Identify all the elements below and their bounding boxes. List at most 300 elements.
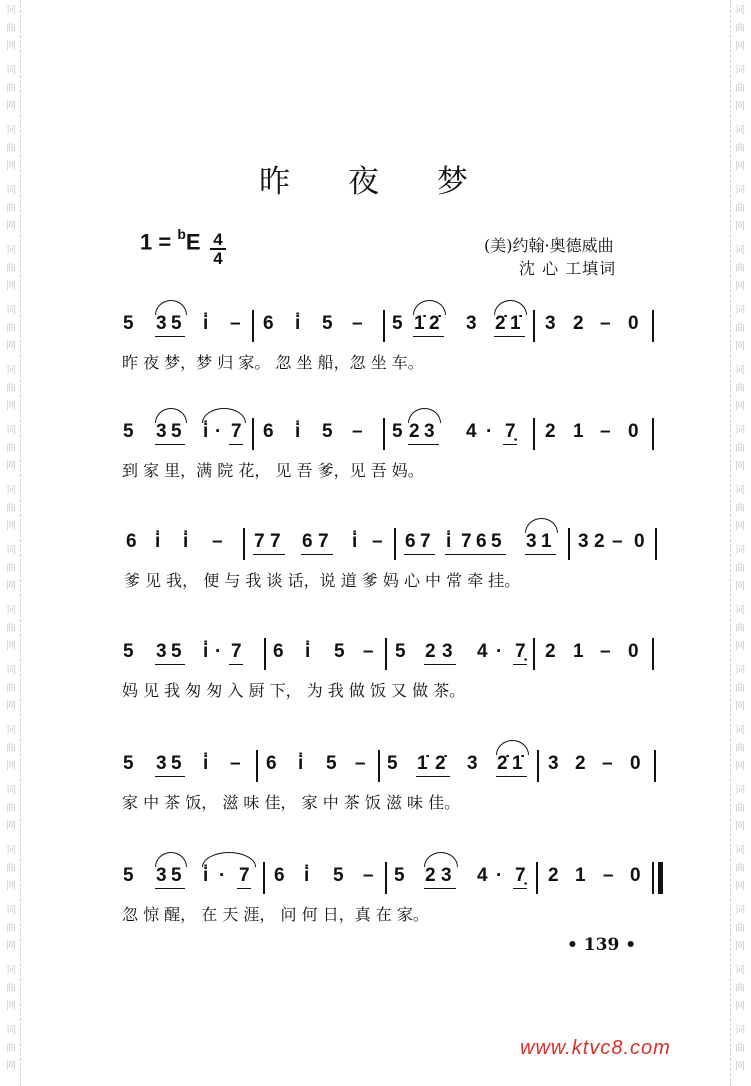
watermark-glyph: 词: [6, 665, 16, 676]
note: –: [230, 753, 241, 774]
watermark-glyph: 网: [6, 341, 16, 352]
watermark-glyph: 网: [6, 1001, 16, 1012]
watermark-glyph: 词: [735, 905, 745, 916]
slur: [155, 852, 187, 867]
watermark-glyph: 曲: [6, 863, 16, 874]
watermark-glyph: 网: [6, 401, 16, 412]
barline: [385, 862, 387, 894]
margin-watermark-group: [3, 2, 19, 56]
note: –: [355, 753, 366, 774]
watermark-glyph: 网: [735, 401, 745, 412]
underline-beam: [155, 664, 185, 665]
underline-beam: [408, 444, 439, 445]
slur: [155, 408, 187, 423]
watermark-glyph: 网: [735, 161, 745, 172]
note: 5: [123, 865, 134, 886]
note: ·: [486, 421, 493, 442]
note: i̇: [305, 641, 311, 662]
note: 2: [594, 531, 605, 552]
time-signature: [208, 231, 228, 267]
final-barline-thick: [658, 862, 663, 894]
watermark-glyph: 网: [6, 881, 16, 892]
barline: [652, 418, 654, 450]
watermark-glyph: 曲: [735, 623, 745, 634]
note: 2̇: [429, 313, 440, 334]
note: 2̇: [495, 313, 506, 334]
watermark-glyph: 词: [735, 665, 745, 676]
watermark-glyph: 词: [6, 965, 16, 976]
barline: [652, 638, 654, 670]
watermark-glyph: 网: [6, 41, 16, 52]
note: 2: [548, 865, 559, 886]
note: 5: [334, 641, 345, 662]
staff-line-5: [0, 746, 751, 816]
note: –: [600, 313, 611, 334]
watermark-glyph: 词: [6, 905, 16, 916]
staff-line-6: [0, 858, 751, 928]
note: –: [230, 313, 241, 334]
lyric-text: 家 中 茶 饭， 滋 味 佳， 家 中 茶 饭 滋 味 佳。: [122, 793, 461, 812]
watermark-glyph: 网: [735, 761, 745, 772]
margin-watermark-group: [732, 2, 748, 56]
watermark-glyph: 词: [6, 605, 16, 616]
note: –: [602, 753, 613, 774]
underline-beam: [424, 888, 456, 889]
note: 6: [263, 313, 274, 334]
note: 7̣: [515, 865, 526, 886]
note: 7: [270, 531, 281, 552]
note: ·: [215, 421, 222, 442]
note: 5: [322, 313, 333, 334]
note: –: [372, 531, 383, 552]
watermark-glyph: 网: [6, 1061, 16, 1072]
note: 3: [156, 641, 167, 662]
note: 0: [630, 865, 641, 886]
watermark-glyph: 词: [6, 425, 16, 436]
watermark-glyph: 曲: [6, 623, 16, 634]
note: 6: [266, 753, 277, 774]
watermark-glyph: 词: [6, 365, 16, 376]
watermark-glyph: 词: [735, 125, 745, 136]
note: 7: [318, 531, 329, 552]
slur: [202, 852, 256, 867]
note: –: [600, 641, 611, 662]
site-watermark: www.ktvc8.com: [520, 1037, 671, 1059]
page-number: • 139 •: [567, 935, 637, 955]
watermark-glyph: 曲: [735, 1043, 745, 1054]
lyric-text: 妈 见 我 匆 匆 入 厨 下， 为 我 做 饭 又 做 茶。: [122, 681, 466, 700]
note: i̇: [352, 531, 358, 552]
watermark-glyph: 词: [6, 305, 16, 316]
watermark-glyph: 网: [735, 101, 745, 112]
lyrics-line-4: [0, 678, 751, 704]
margin-watermark-group: [3, 962, 19, 1016]
note: 5: [491, 531, 502, 552]
note: 5: [395, 641, 406, 662]
watermark-glyph: 网: [6, 281, 16, 292]
watermark-glyph: 词: [735, 545, 745, 556]
underline-beam: [237, 888, 251, 889]
watermark-glyph: 曲: [735, 863, 745, 874]
note: 2: [545, 421, 556, 442]
watermark-glyph: 网: [6, 761, 16, 772]
staff-line-4: [0, 634, 751, 704]
underline-beam: [416, 776, 450, 777]
watermark-glyph: 网: [735, 41, 745, 52]
note: –: [363, 641, 374, 662]
note: 5: [123, 641, 134, 662]
margin-watermark-group: [3, 242, 19, 296]
watermark-glyph: 词: [735, 1025, 745, 1036]
note: –: [612, 531, 623, 552]
watermark-glyph: 词: [6, 845, 16, 856]
watermark-glyph: 曲: [735, 683, 745, 694]
barline: [568, 528, 570, 560]
watermark-glyph: 网: [6, 821, 16, 832]
note: 2̇: [435, 753, 446, 774]
notation-line-5: [0, 746, 751, 786]
watermark-glyph: 曲: [6, 743, 16, 754]
barline: [652, 310, 654, 342]
barline: [533, 638, 535, 670]
watermark-glyph: 词: [735, 965, 745, 976]
watermark-glyph: 网: [6, 161, 16, 172]
underline-beam: [496, 776, 527, 777]
notation-line-6: [0, 858, 751, 898]
note: 3: [156, 421, 167, 442]
slur: [155, 300, 187, 315]
note: ·: [496, 865, 503, 886]
note: 1̇: [510, 313, 521, 334]
note: 5: [394, 865, 405, 886]
watermark-glyph: 曲: [735, 383, 745, 394]
watermark-glyph: 词: [735, 725, 745, 736]
lyrics-line-5: [0, 790, 751, 816]
watermark-glyph: 网: [735, 881, 745, 892]
note: –: [212, 531, 223, 552]
note: –: [603, 865, 614, 886]
note: 1: [573, 641, 584, 662]
watermark-glyph: 曲: [735, 203, 745, 214]
note: 3: [156, 313, 167, 334]
lyrics-line-1: [0, 350, 751, 376]
note: 2: [573, 313, 584, 334]
meter-bottom: 4: [213, 249, 223, 268]
note: 4: [477, 641, 488, 662]
lyric-text: 忽 惊 醒， 在 天 涯， 问 何 日，真 在 家。: [122, 905, 429, 924]
flat-sign: b: [177, 226, 186, 242]
watermark-glyph: 网: [735, 581, 745, 592]
underline-beam: [155, 776, 185, 777]
watermark-glyph: 网: [6, 461, 16, 472]
note: i̇: [155, 531, 161, 552]
slur: [424, 852, 458, 867]
note: 0: [628, 641, 639, 662]
watermark-glyph: 曲: [735, 743, 745, 754]
watermark-glyph: 网: [6, 701, 16, 712]
watermark-glyph: 曲: [735, 443, 745, 454]
watermark-glyph: 网: [6, 941, 16, 952]
note: 2: [425, 641, 436, 662]
meter-top: 4: [213, 230, 223, 249]
watermark-glyph: 词: [6, 485, 16, 496]
underline-beam: [404, 554, 435, 555]
note: 3: [548, 753, 559, 774]
slur: [525, 518, 558, 533]
watermark-glyph: 曲: [6, 683, 16, 694]
note: 7: [254, 531, 265, 552]
note: 6: [405, 531, 416, 552]
watermark-glyph: 词: [6, 125, 16, 136]
note: –: [363, 865, 374, 886]
note: 5: [392, 421, 403, 442]
note: 5: [171, 753, 182, 774]
barline: [252, 310, 254, 342]
watermark-glyph: 曲: [735, 23, 745, 34]
note: 2: [545, 641, 556, 662]
barline: [378, 750, 380, 782]
note: 5: [171, 641, 182, 662]
note: 6: [273, 641, 284, 662]
note: 5: [322, 421, 333, 442]
lyric-text: 爹 见 我， 便 与 我 谈 话，说 道 爹 妈 心 中 常 牵 挂。: [124, 571, 521, 590]
note: 1: [575, 865, 586, 886]
watermark-glyph: 曲: [6, 203, 16, 214]
watermark-glyph: 曲: [735, 503, 745, 514]
notation-line-1: [0, 306, 751, 346]
staff-line-3: [0, 524, 751, 594]
watermark-glyph: 曲: [6, 923, 16, 934]
watermark-glyph: 网: [735, 281, 745, 292]
barline: [264, 638, 266, 670]
note: 1̇: [512, 753, 523, 774]
underline-beam: [503, 444, 517, 445]
watermark-glyph: 网: [6, 101, 16, 112]
margin-watermark-group: [732, 1022, 748, 1076]
watermark-glyph: 曲: [735, 263, 745, 274]
watermark-glyph: 词: [6, 65, 16, 76]
note: 4: [466, 421, 477, 442]
watermark-glyph: 网: [6, 581, 16, 592]
watermark-glyph: 曲: [735, 83, 745, 94]
underline-beam: [424, 664, 456, 665]
watermark-glyph: 网: [735, 221, 745, 232]
watermark-glyph: 词: [735, 485, 745, 496]
note: 3: [545, 313, 556, 334]
note: 7: [239, 865, 250, 886]
composer-credit: (美)约翰·奥德威曲: [484, 236, 614, 255]
barline: [654, 750, 656, 782]
staff-line-2: [0, 414, 751, 484]
barline: [383, 310, 385, 342]
watermark-glyph: 曲: [6, 503, 16, 514]
barline: [252, 418, 254, 450]
underline-beam: [155, 888, 185, 889]
note: 5: [171, 421, 182, 442]
slur: [494, 300, 527, 315]
watermark-glyph: 词: [6, 5, 16, 16]
watermark-glyph: 词: [735, 65, 745, 76]
note: –: [352, 313, 363, 334]
note: 6: [274, 865, 285, 886]
lyric-text: 昨 夜 梦，梦 归 家。 忽 坐 船，忽 坐 车。: [122, 353, 424, 372]
key-prefix: 1 =: [140, 229, 178, 255]
note: 3: [467, 753, 478, 774]
watermark-glyph: 词: [6, 245, 16, 256]
watermark-glyph: 曲: [6, 983, 16, 994]
watermark-glyph: 词: [6, 785, 16, 796]
watermark-glyph: 网: [735, 941, 745, 952]
slur: [202, 408, 246, 423]
watermark-glyph: 词: [6, 725, 16, 736]
note: 6: [476, 531, 487, 552]
note: 3: [578, 531, 589, 552]
note: ·: [215, 641, 222, 662]
staff-line-1: [0, 306, 751, 376]
note: i̇: [298, 753, 304, 774]
note: 3: [156, 865, 167, 886]
lyric-text: 到 家 里，满 院 花， 见 吾 爹，见 吾 妈。: [122, 461, 424, 480]
watermark-glyph: 网: [735, 821, 745, 832]
note: 2: [425, 865, 436, 886]
note: i̇: [183, 531, 189, 552]
underline-beam: [301, 554, 333, 555]
watermark-glyph: 词: [735, 425, 745, 436]
watermark-glyph: 网: [735, 461, 745, 472]
watermark-glyph: 网: [6, 521, 16, 532]
watermark-glyph: 词: [735, 185, 745, 196]
barline: [243, 528, 245, 560]
note: 4: [477, 865, 488, 886]
note: 2: [409, 421, 420, 442]
watermark-glyph: 词: [6, 185, 16, 196]
barline: [533, 418, 535, 450]
note: 2̇: [497, 753, 508, 774]
underline-beam: [445, 554, 506, 555]
watermark-glyph: 曲: [735, 563, 745, 574]
note: 7: [420, 531, 431, 552]
watermark-glyph: 曲: [735, 983, 745, 994]
notation-line-2: [0, 414, 751, 454]
key-note: E: [185, 229, 201, 255]
note: i̇: [295, 313, 301, 334]
watermark-glyph: 曲: [735, 803, 745, 814]
slur: [408, 408, 441, 423]
watermark-glyph: 网: [735, 1001, 745, 1012]
watermark-glyph: 曲: [735, 923, 745, 934]
watermark-glyph: 网: [735, 641, 745, 652]
margin-watermark-group: [732, 242, 748, 296]
underline-beam: [155, 336, 185, 337]
note: 7: [231, 421, 242, 442]
watermark-glyph: 词: [735, 605, 745, 616]
note: 0: [628, 421, 639, 442]
note: ·: [496, 641, 503, 662]
note: 2: [575, 753, 586, 774]
underline-beam: [513, 888, 527, 889]
note: 1̇: [414, 313, 425, 334]
note: –: [352, 421, 363, 442]
notation-line-4: [0, 634, 751, 674]
underline-beam: [494, 336, 525, 337]
song-title: 昨 夜 梦: [259, 164, 492, 200]
note: 3: [441, 865, 452, 886]
watermark-glyph: 网: [6, 221, 16, 232]
barline: [263, 862, 265, 894]
note: 3: [442, 641, 453, 662]
slur: [496, 740, 529, 755]
watermark-glyph: 曲: [6, 1043, 16, 1054]
underline-beam: [525, 554, 556, 555]
barline: [385, 638, 387, 670]
note: 5: [333, 865, 344, 886]
note: i̇: [203, 641, 209, 662]
note: 7: [461, 531, 472, 552]
lyrics-line-3: [0, 568, 751, 594]
watermark-glyph: 词: [735, 785, 745, 796]
note: 3: [156, 753, 167, 774]
watermark-glyph: 曲: [6, 263, 16, 274]
watermark-glyph: 曲: [6, 383, 16, 394]
note: 3: [526, 531, 537, 552]
watermark-glyph: 词: [6, 1025, 16, 1036]
margin-watermark-group: [732, 62, 748, 116]
underline-beam: [229, 444, 243, 445]
note: 0: [628, 313, 639, 334]
note: ·: [219, 865, 226, 886]
margin-watermark-group: [732, 962, 748, 1016]
watermark-glyph: 曲: [6, 443, 16, 454]
barline: [256, 750, 258, 782]
note: 1̇: [417, 753, 428, 774]
note: 7̣: [515, 641, 526, 662]
underline-beam: [155, 444, 185, 445]
barline: [383, 418, 385, 450]
underline-beam: [413, 336, 444, 337]
watermark-glyph: 曲: [6, 563, 16, 574]
watermark-glyph: 网: [735, 521, 745, 532]
note: i̇: [295, 421, 301, 442]
notation-line-3: [0, 524, 751, 564]
barline: [537, 750, 539, 782]
note: i̇: [446, 531, 452, 552]
slur: [413, 300, 446, 315]
watermark-glyph: 网: [735, 701, 745, 712]
note: 5: [387, 753, 398, 774]
final-barline-thin: [652, 862, 654, 894]
note: –: [600, 421, 611, 442]
underline-beam: [229, 664, 243, 665]
margin-watermark-group: [3, 1022, 19, 1076]
watermark-glyph: 曲: [6, 83, 16, 94]
note: 5: [123, 753, 134, 774]
barline: [655, 528, 657, 560]
note: 6: [263, 421, 274, 442]
note: 1: [573, 421, 584, 442]
note: i̇: [203, 313, 209, 334]
note: 0: [630, 753, 641, 774]
lyricist-credit: 沈 心 工填词: [519, 259, 617, 278]
watermark-glyph: 网: [6, 641, 16, 652]
lyrics-line-6: [0, 902, 751, 928]
watermark-glyph: 网: [735, 341, 745, 352]
watermark-glyph: 曲: [6, 323, 16, 334]
watermark-glyph: 词: [735, 245, 745, 256]
note: 6: [302, 531, 313, 552]
watermark-glyph: 曲: [6, 143, 16, 154]
barline: [394, 528, 396, 560]
note: 0: [634, 531, 645, 552]
